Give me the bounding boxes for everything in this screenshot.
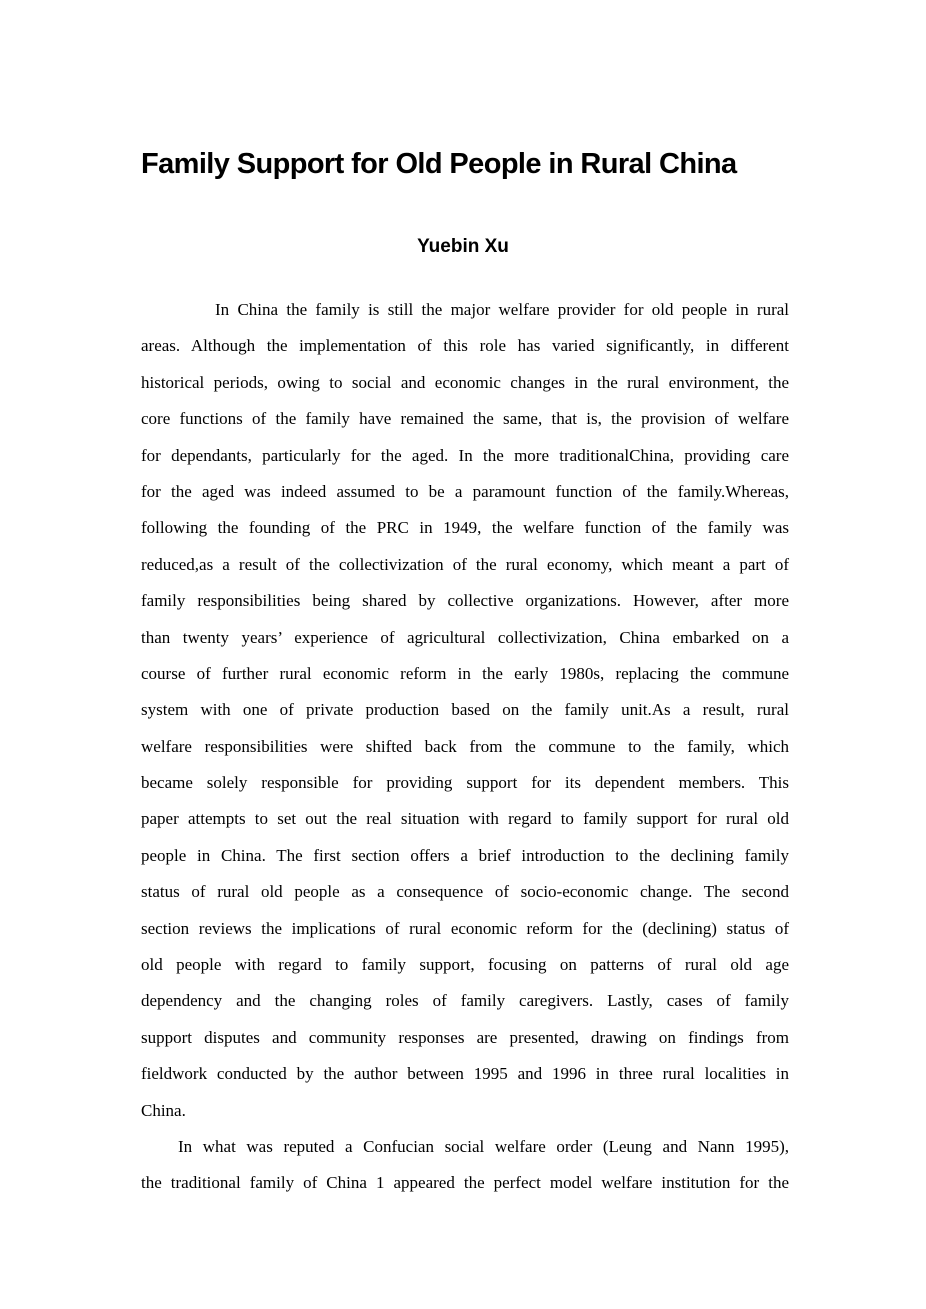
text-line: old people with regard to family support, focusing on patterns of rural old age bbox=[141, 955, 789, 975]
text-line: In what was reputed a Confucian social welfare order (Leung and Nann 1995), bbox=[178, 1136, 789, 1156]
text-line: dependency and the changing roles of family caregivers. Lastly, cases of family bbox=[141, 991, 789, 1011]
text-line: support disputes and community responses are presented, drawing on findings from bbox=[141, 1027, 789, 1047]
text-line: people in China. The first section offers a brief introduction to the declining family bbox=[141, 845, 789, 865]
text-line: status of rural old people as a consequence of socio-economic change. The second bbox=[141, 882, 789, 902]
author-name bbox=[0, 236, 926, 258]
text-line: In China the family is still the major welfare provider for old people in rural bbox=[215, 300, 789, 319]
text-line: welfare responsibilities were shifted back from the commune to the family, which bbox=[141, 736, 789, 756]
text-line: system with one of private production based on the family unit.As a result, rural bbox=[141, 700, 789, 720]
text-line: family responsibilities being shared by collective organizations. However, after more bbox=[141, 591, 789, 611]
text-line: following the founding of the PRC in 1949, the welfare function of the family was bbox=[141, 518, 789, 538]
text-line: paper attempts to set out the real situation with regard to family support for rural old bbox=[141, 809, 789, 829]
author-text: Yuebin Xu bbox=[417, 236, 509, 257]
text-line: than twenty years’ experience of agricultural collectivization, China embarked on a bbox=[141, 627, 789, 647]
text-line: for dependants, particularly for the aged. In the more traditionalChina, providing care bbox=[141, 445, 789, 465]
text-line: course of further rural economic reform in the early 1980s, replacing the commune bbox=[141, 663, 789, 683]
text-line: became solely responsible for providing support for its dependent members. This bbox=[141, 773, 789, 793]
paragraph bbox=[141, 1129, 789, 1202]
text-line: historical periods, owing to social and economic changes in the rural environment, the bbox=[141, 372, 789, 392]
paragraph bbox=[141, 292, 789, 1129]
text-line: areas. Although the implementation of this role has varied significantly, in different bbox=[141, 336, 789, 356]
document-body bbox=[141, 292, 789, 1202]
text-line: fieldwork conducted by the author between 1995 and 1996 in three rural localities in bbox=[141, 1064, 789, 1084]
text-line: reduced,as a result of the collectivization of the rural economy, which meant a part of bbox=[141, 554, 789, 574]
text-line: China. bbox=[141, 1100, 186, 1120]
text-line: the traditional family of China 1 appeared the perfect model welfare institution for the bbox=[141, 1173, 789, 1193]
document-title: Family Support for Old People in Rural China bbox=[141, 148, 737, 180]
text-line: for the aged was indeed assumed to be a paramount function of the family.Whereas, bbox=[141, 481, 789, 501]
text-line: core functions of the family have remained the same, that is, the provision of welfare bbox=[141, 409, 789, 429]
text-line: section reviews the implications of rural economic reform for the (declining) status of bbox=[141, 918, 789, 938]
